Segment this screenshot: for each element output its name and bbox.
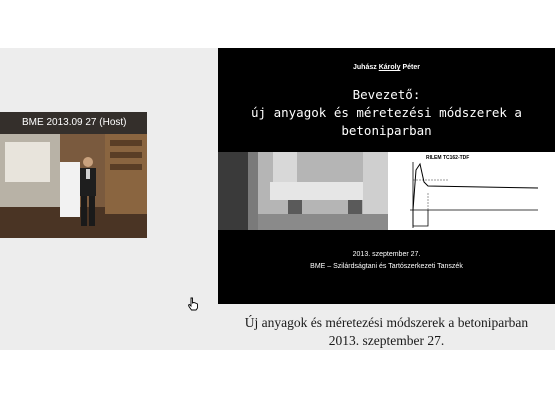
webcam-video[interactable] bbox=[0, 112, 147, 238]
slide-author bbox=[218, 64, 555, 71]
test-machine-photo bbox=[218, 152, 388, 230]
subtitle-line2: 2013. szeptember 27. bbox=[328, 333, 445, 348]
video-caption: BME 2013.09 27 (Host) bbox=[0, 112, 147, 134]
presentation-slide bbox=[218, 48, 555, 304]
slide-department: BME – Szilárdságtani és Tartószerkezeti Tanszék bbox=[310, 263, 463, 270]
slide-title-line2: új anyagok és méretezési módszerek a bbox=[251, 105, 522, 120]
slide-title bbox=[218, 86, 555, 140]
load-deflection-graph bbox=[388, 152, 555, 230]
slide-title-line3: betoniparban bbox=[341, 123, 432, 138]
slide-date: 2013. szeptember 27. bbox=[352, 251, 421, 258]
hand-pointer-icon bbox=[187, 297, 199, 316]
subtitle-line1: Új anyagok és méretezési módszerek a betoniparban bbox=[244, 315, 529, 330]
author-middle: Károly bbox=[378, 64, 401, 71]
slide-images bbox=[218, 152, 555, 230]
author-first: Juhász bbox=[353, 64, 379, 71]
slide-title-line1: Bevezető: bbox=[352, 87, 421, 102]
author-last: Péter bbox=[400, 64, 420, 71]
graph-title: RILEM TC162-TDF bbox=[426, 155, 470, 161]
video-subtitle bbox=[218, 314, 555, 350]
presentation-stage bbox=[0, 48, 555, 350]
